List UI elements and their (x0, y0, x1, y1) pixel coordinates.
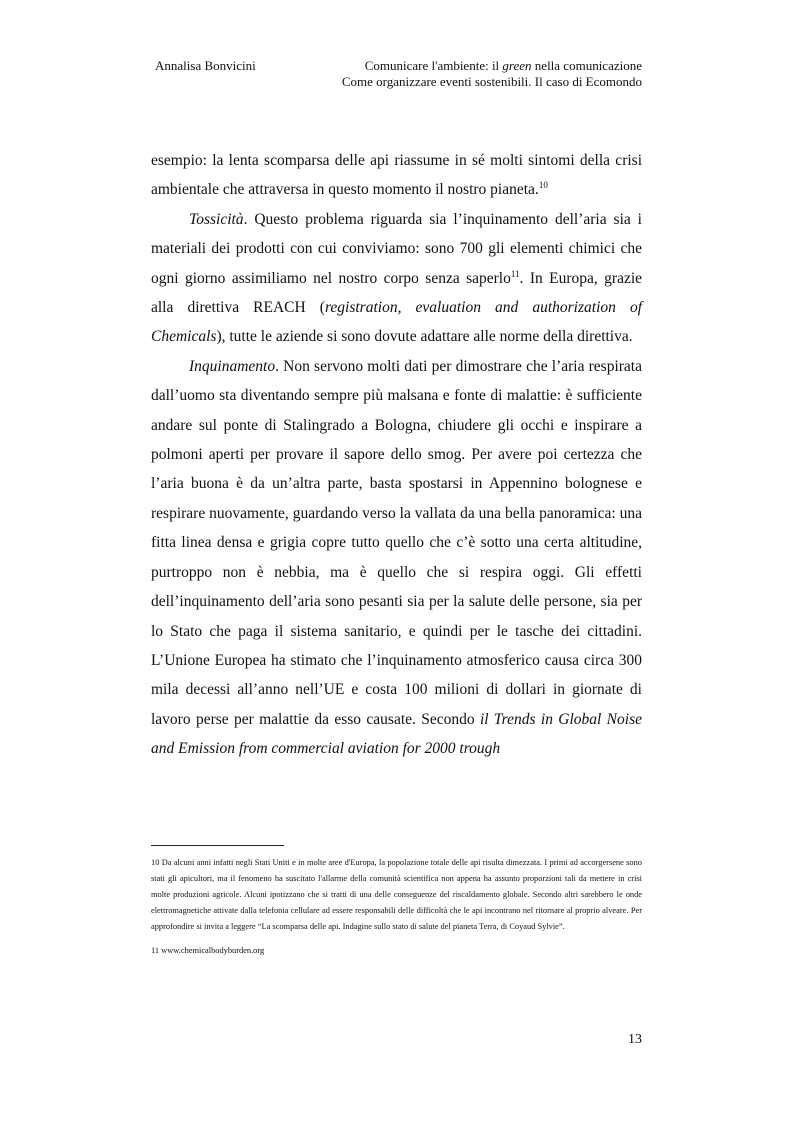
header-title-post: nella comunicazione (531, 58, 642, 73)
footnotes (151, 855, 642, 959)
header-title (342, 58, 642, 90)
p1-text: esempio: la lenta scomparsa delle api riassume in sé molti sintomi della crisi ambientale che attraversa in questo momento il nostro pianeta. (151, 152, 642, 199)
header-title-pre: Comunicare l'ambiente: il (364, 58, 503, 73)
paragraph-1 (151, 146, 642, 205)
p2-text-c: ), tutte le aziende si sono dovute adattare alle norme della direttiva. (216, 328, 633, 346)
header-title-line1 (342, 58, 642, 74)
p2-text-a: . Questo problema riguarda sia l’inquinamento dell’aria sia i materiali dei prodotti con cui conviviamo: sono 700 gli elementi chimici che ogni giorno assimiliamo nel nostro corpo senza saperlo (151, 210, 642, 287)
page-number: 13 (628, 1032, 642, 1047)
p2-text-b: . In Europa, grazie alla direttiva REACH ( (151, 269, 643, 317)
p2-reach-em: registration, evaluation and authorization of Chemicals (151, 299, 642, 346)
footnote-ref-11[interactable]: 11 (510, 268, 520, 279)
paragraph-tossicita (151, 205, 642, 352)
paragraph-inquinamento (151, 352, 642, 764)
header-title-em: green (502, 58, 532, 73)
p3-trends-em: il Trends in Global Noise and Emission from commercial aviation for 2000 trough (151, 710, 642, 758)
header-author: Annalisa Bonvicini (155, 58, 256, 73)
footnote-divider (151, 845, 284, 846)
p2-heading: Tossicità (189, 210, 244, 228)
body-text (151, 146, 642, 764)
footnote-11: 11 www.chemicalbodyburden.org (151, 946, 265, 955)
footnote-10: 10 Da alcuni anni infatti negli Stati Uniti e in molte aree d'Europa, la popolazione totale delle api risulta dimezzata. I primi ad accorgersene sono stati gli apicultori, ma il fenomeno ha suscitato l'allarme della comunità scientifica non appena ha assunto proporzioni tali da mettere in crisi molte produzioni agricole. Alcuni ipotizzano che si tratti di una delle conseguenze del riscaldamento globale. Secondo altri sarebbero le onde elettromagnetiche attivate dalla telefonia cellulare ad essere responsabili delle difficoltà che le api incontrano nel ritornare al proprio alveare. Per approfondire si invita a leggere “La scomparsa delle api. Indagine sullo stato di salute del pianeta Terra, di Coyaud Sylvie”. (151, 858, 642, 931)
footnote-ref-10[interactable]: 10 (538, 180, 548, 191)
p3-text-a: . Non servono molti dati per dimostrare che l’aria respirata dall’uomo sta diventando sempre più malsana e fonte di malattie: è sufficiente andare sul ponte di Stalingrado a Bologna, chiudere gli occhi e inspirare a polmoni aperti per provare il sapore dello smog. Per avere poi certezza che l’aria buona è da un’altra parte, basta spostarsi in Appennino bolognese e respirare nuovamente, guardando verso la vallata da una bella panoramica: una fitta linea densa e grigia copre tutto quello che c’è sotto una certa altitudine, purtroppo non è nebbia, ma è quello che si respira oggi. Gli effetti dell’inquinamento dell’aria sono pesanti sia per la salute delle persone, sia per lo Stato che paga il sistema sanitario, e quindi per le tasche dei cittadini. L’Unione Europea ha stimato che l’inquinamento atmosferico causa circa 300 mila decessi all’anno nell’UE e costa 100 milioni di dollari in giornate di lavoro perse per malattie da esso causate. Secondo (151, 357, 642, 728)
p3-heading: Inquinamento (189, 357, 276, 375)
header-title-line2: Come organizzare eventi sostenibili. Il caso di Ecomondo (341, 74, 642, 89)
